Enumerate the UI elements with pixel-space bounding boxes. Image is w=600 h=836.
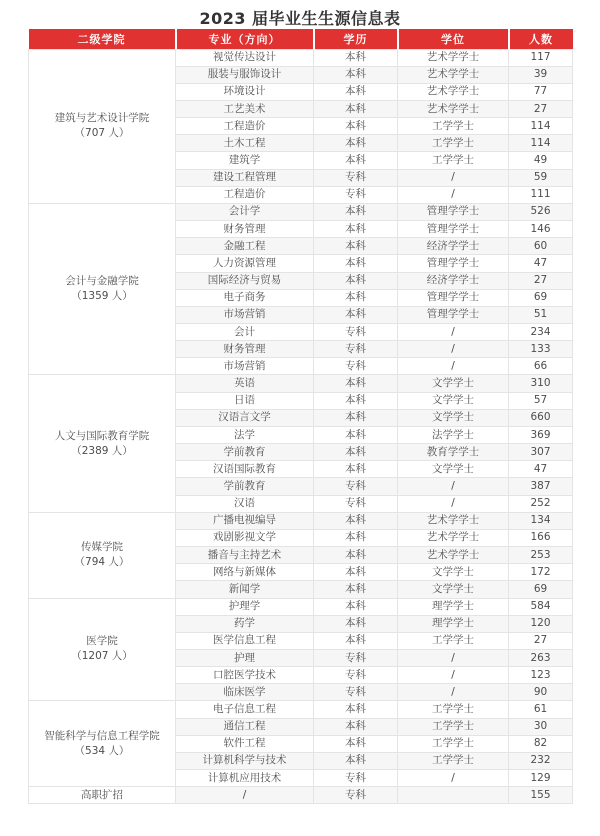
count-cell: 39 [509,66,573,83]
table-row [29,512,573,529]
college-cell [29,787,176,804]
major-cell: 工艺美术 [176,100,314,117]
major-cell: 服装与服饰设计 [176,66,314,83]
degree-level-cell: 本科 [314,221,398,238]
degree-cell: 工学学士 [398,735,509,752]
count-cell: 584 [509,598,573,615]
major-cell: 通信工程 [176,718,314,735]
major-cell: 市场营销 [176,358,314,375]
degree-cell: / [398,684,509,701]
header-count: 人数 [509,29,573,49]
major-cell: 计算机应用技术 [176,770,314,787]
major-cell: 工程造价 [176,186,314,203]
college-name: 传媒学院 [81,541,123,554]
count-cell: 61 [509,701,573,718]
degree-level-cell: 本科 [314,598,398,615]
degree-level-cell: 本科 [314,735,398,752]
major-cell: 学前教育 [176,444,314,461]
degree-cell: 文学学士 [398,564,509,581]
count-cell: 166 [509,529,573,546]
degree-level-cell: 本科 [314,203,398,220]
degree-level-cell: 专科 [314,169,398,186]
major-cell: 汉语 [176,495,314,512]
count-cell: 57 [509,392,573,409]
degree-cell: 经济学学士 [398,238,509,255]
degree-level-cell: 专科 [314,186,398,203]
degree-cell: / [398,667,509,684]
major-cell: 土木工程 [176,135,314,152]
header-degree: 学位 [398,29,509,49]
count-cell: 369 [509,426,573,443]
degree-level-cell: 本科 [314,632,398,649]
header-college: 二级学院 [29,29,176,49]
degree-cell: 工学学士 [398,152,509,169]
major-cell: 播音与主持艺术 [176,547,314,564]
count-cell: 117 [509,49,573,66]
degree-cell: / [398,495,509,512]
college-cell [29,49,176,203]
degree-level-cell: 本科 [314,375,398,392]
count-cell: 387 [509,478,573,495]
degree-cell: 工学学士 [398,118,509,135]
college-cell [29,375,176,512]
major-cell: 软件工程 [176,735,314,752]
college-name: 人文与国际教育学院 [54,429,150,442]
count-cell: 310 [509,375,573,392]
college-name: 医学院 [86,635,118,648]
major-cell: 会计学 [176,203,314,220]
degree-cell: 管理学学士 [398,203,509,220]
major-cell: 日语 [176,392,314,409]
count-cell: 49 [509,152,573,169]
degree-cell: 教育学学士 [398,444,509,461]
major-cell: 环境设计 [176,83,314,100]
degree-level-cell: 专科 [314,495,398,512]
count-cell: 47 [509,255,573,272]
degree-cell: / [398,341,509,358]
graduate-source-table [28,29,573,804]
count-cell: 232 [509,752,573,769]
degree-cell: / [398,358,509,375]
degree-level-cell: 专科 [314,787,398,804]
count-cell: 66 [509,358,573,375]
count-cell: 307 [509,444,573,461]
degree-cell: 文学学士 [398,392,509,409]
college-count: （2389 人） [71,444,133,457]
college-count: （534 人） [74,744,130,757]
count-cell: 133 [509,341,573,358]
degree-cell: 文学学士 [398,409,509,426]
major-cell: 法学 [176,426,314,443]
degree-cell: 管理学学士 [398,289,509,306]
degree-level-cell: 本科 [314,289,398,306]
major-cell: 人力资源管理 [176,255,314,272]
degree-cell: 工学学士 [398,701,509,718]
degree-level-cell: 本科 [314,547,398,564]
college-cell [29,203,176,375]
degree-cell [398,787,509,804]
degree-level-cell: 本科 [314,100,398,117]
major-cell: 国际经济与贸易 [176,272,314,289]
major-cell: 计算机科学与技术 [176,752,314,769]
degree-cell: 艺术学学士 [398,547,509,564]
degree-cell: 文学学士 [398,461,509,478]
major-cell: 汉语言文学 [176,409,314,426]
degree-cell: 工学学士 [398,752,509,769]
table-row [29,49,573,66]
degree-level-cell: 本科 [314,409,398,426]
count-cell: 69 [509,581,573,598]
degree-cell: / [398,649,509,666]
count-cell: 129 [509,770,573,787]
major-cell: 广播电视编导 [176,512,314,529]
degree-level-cell: 本科 [314,529,398,546]
count-cell: 114 [509,135,573,152]
count-cell: 60 [509,238,573,255]
major-cell: 药学 [176,615,314,632]
degree-level-cell: 本科 [314,66,398,83]
degree-level-cell: 专科 [314,770,398,787]
major-cell: 电子信息工程 [176,701,314,718]
table-row [29,375,573,392]
degree-cell: / [398,324,509,341]
degree-level-cell: 本科 [314,581,398,598]
degree-cell: 管理学学士 [398,221,509,238]
degree-cell: 经济学学士 [398,272,509,289]
degree-level-cell: 本科 [314,701,398,718]
degree-level-cell: 专科 [314,649,398,666]
degree-level-cell: 本科 [314,118,398,135]
degree-cell: / [398,770,509,787]
count-cell: 47 [509,461,573,478]
degree-level-cell: 本科 [314,392,398,409]
degree-level-cell: 专科 [314,478,398,495]
count-cell: 114 [509,118,573,135]
major-cell: 戏剧影视文学 [176,529,314,546]
degree-level-cell: 专科 [314,358,398,375]
degree-level-cell: 本科 [314,564,398,581]
degree-cell: 艺术学学士 [398,83,509,100]
table-row [29,787,573,804]
count-cell: 123 [509,667,573,684]
count-cell: 263 [509,649,573,666]
degree-cell: 理学学士 [398,598,509,615]
table-row [29,701,573,718]
degree-level-cell: 本科 [314,718,398,735]
major-cell: / [176,787,314,804]
degree-cell: 艺术学学士 [398,529,509,546]
college-name: 建筑与艺术设计学院 [54,112,150,125]
degree-cell: 工学学士 [398,632,509,649]
count-cell: 77 [509,83,573,100]
degree-level-cell: 本科 [314,752,398,769]
major-cell: 英语 [176,375,314,392]
college-cell [29,701,176,787]
college-cell [29,512,176,598]
table-row [29,203,573,220]
major-cell: 金融工程 [176,238,314,255]
major-cell: 市场营销 [176,306,314,323]
degree-level-cell: 本科 [314,135,398,152]
major-cell: 临床医学 [176,684,314,701]
degree-cell: 管理学学士 [398,306,509,323]
count-cell: 253 [509,547,573,564]
degree-cell: 艺术学学士 [398,66,509,83]
degree-cell: 理学学士 [398,615,509,632]
count-cell: 111 [509,186,573,203]
college-name: 智能科学与信息工程学院 [44,729,160,742]
degree-level-cell: 专科 [314,324,398,341]
count-cell: 90 [509,684,573,701]
major-cell: 网络与新媒体 [176,564,314,581]
major-cell: 学前教育 [176,478,314,495]
degree-level-cell: 专科 [314,341,398,358]
degree-level-cell: 本科 [314,461,398,478]
header-major: 专业（方向） [176,29,314,49]
count-cell: 27 [509,632,573,649]
count-cell: 155 [509,787,573,804]
major-cell: 财务管理 [176,221,314,238]
count-cell: 252 [509,495,573,512]
degree-level-cell: 本科 [314,512,398,529]
count-cell: 526 [509,203,573,220]
count-cell: 234 [509,324,573,341]
major-cell: 护理学 [176,598,314,615]
count-cell: 30 [509,718,573,735]
major-cell: 口腔医学技术 [176,667,314,684]
degree-level-cell: 本科 [314,255,398,272]
college-cell [29,598,176,701]
college-name: 会计与金融学院 [65,275,139,288]
major-cell: 建筑学 [176,152,314,169]
degree-cell: / [398,478,509,495]
major-cell: 建设工程管理 [176,169,314,186]
table-body [29,49,573,804]
degree-level-cell: 本科 [314,83,398,100]
count-cell: 82 [509,735,573,752]
header-degree-level: 学历 [314,29,398,49]
count-cell: 134 [509,512,573,529]
major-cell: 新闻学 [176,581,314,598]
count-cell: 27 [509,272,573,289]
major-cell: 财务管理 [176,341,314,358]
degree-cell: 法学学士 [398,426,509,443]
major-cell: 汉语国际教育 [176,461,314,478]
major-cell: 视觉传达设计 [176,49,314,66]
table-row [29,598,573,615]
degree-level-cell: 本科 [314,152,398,169]
major-cell: 工程造价 [176,118,314,135]
degree-cell: 管理学学士 [398,255,509,272]
degree-cell: / [398,169,509,186]
major-cell: 会计 [176,324,314,341]
degree-cell: 艺术学学士 [398,49,509,66]
count-cell: 146 [509,221,573,238]
college-count: （794 人） [74,556,130,569]
degree-level-cell: 本科 [314,426,398,443]
count-cell: 27 [509,100,573,117]
degree-cell: 艺术学学士 [398,512,509,529]
degree-cell: 工学学士 [398,718,509,735]
count-cell: 59 [509,169,573,186]
major-cell: 电子商务 [176,289,314,306]
degree-level-cell: 本科 [314,615,398,632]
college-count: （1207 人） [71,650,133,663]
count-cell: 660 [509,409,573,426]
count-cell: 172 [509,564,573,581]
major-cell: 护理 [176,649,314,666]
major-cell: 医学信息工程 [176,632,314,649]
college-count: （1359 人） [71,290,133,303]
degree-cell: 文学学士 [398,375,509,392]
degree-level-cell: 专科 [314,684,398,701]
degree-level-cell: 本科 [314,238,398,255]
degree-level-cell: 本科 [314,444,398,461]
degree-level-cell: 本科 [314,306,398,323]
degree-cell: 艺术学学士 [398,100,509,117]
count-cell: 51 [509,306,573,323]
count-cell: 120 [509,615,573,632]
degree-cell: 工学学士 [398,135,509,152]
college-count: （707 人） [74,127,130,140]
page-title: 2023 届毕业生生源信息表 [199,9,401,28]
degree-level-cell: 本科 [314,272,398,289]
degree-cell: / [398,186,509,203]
count-cell: 69 [509,289,573,306]
table-header-row [29,29,573,49]
degree-level-cell: 本科 [314,49,398,66]
degree-cell: 文学学士 [398,581,509,598]
degree-level-cell: 专科 [314,667,398,684]
college-name: 高职扩招 [81,788,123,801]
